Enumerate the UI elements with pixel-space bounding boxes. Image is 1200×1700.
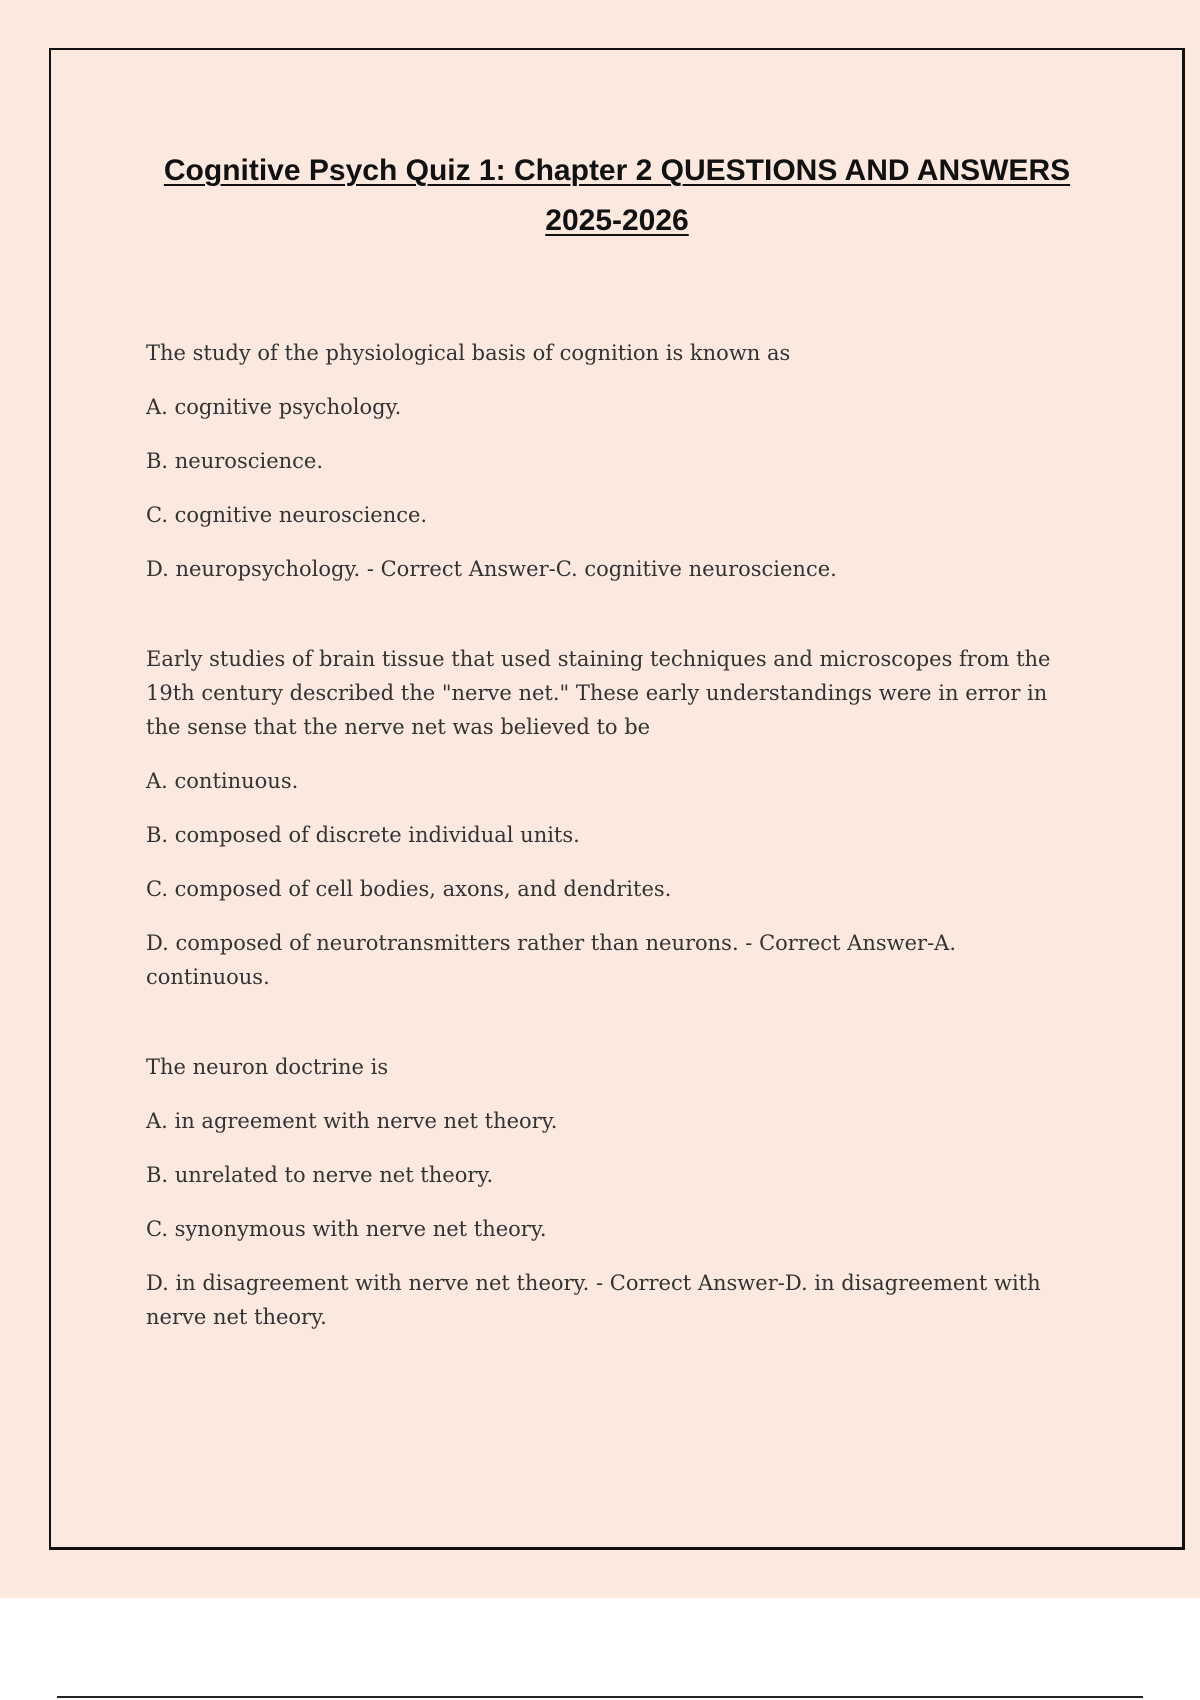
answer-option-b: B. unrelated to nerve net theory.	[146, 1163, 494, 1187]
answer-option-d-with-correct-answer: D. neuropsychology. - Correct Answer-C. cognitive neuroscience.	[146, 557, 837, 581]
question-prompt: The neuron doctrine is	[146, 1055, 389, 1079]
question-block-2	[146, 642, 1086, 994]
answer-option-c: C. synonymous with nerve net theory.	[146, 1217, 547, 1241]
answer-option-b: B. composed of discrete individual units.	[146, 823, 580, 847]
questions-section	[146, 336, 1086, 1354]
question-prompt: Early studies of brain tissue that used staining techniques and microscopes from the 19th century described the "nerve net." These early understandings were in error in the sense that the nerve net was believed to be	[146, 647, 1051, 739]
question-block-1	[146, 336, 1086, 586]
answer-option-b: B. neuroscience.	[146, 449, 324, 473]
answer-option-a: A. cognitive psychology.	[146, 395, 402, 419]
answer-option-c: C. cognitive neuroscience.	[146, 503, 428, 527]
title-line-2: 2025-2026	[545, 204, 689, 237]
answer-option-a: A. continuous.	[146, 769, 299, 793]
answer-option-a: A. in agreement with nerve net theory.	[146, 1109, 558, 1133]
answer-option-c: C. composed of cell bodies, axons, and dendrites.	[146, 877, 672, 901]
answer-option-d-with-correct-answer: D. in disagreement with nerve net theory. - Correct Answer-D. in disagreement with nerve net theory.	[146, 1271, 1041, 1329]
question-prompt: The study of the physiological basis of cognition is known as	[146, 341, 791, 365]
answer-option-d-with-correct-answer: D. composed of neurotransmitters rather than neurons. - Correct Answer-A. continuous.	[146, 931, 957, 989]
document-title	[49, 146, 1185, 246]
question-block-3	[146, 1050, 1086, 1334]
title-line-1: Cognitive Psych Quiz 1: Chapter 2 QUESTIONS AND ANSWERS	[163, 154, 1071, 187]
footer-divider	[57, 1696, 1143, 1698]
